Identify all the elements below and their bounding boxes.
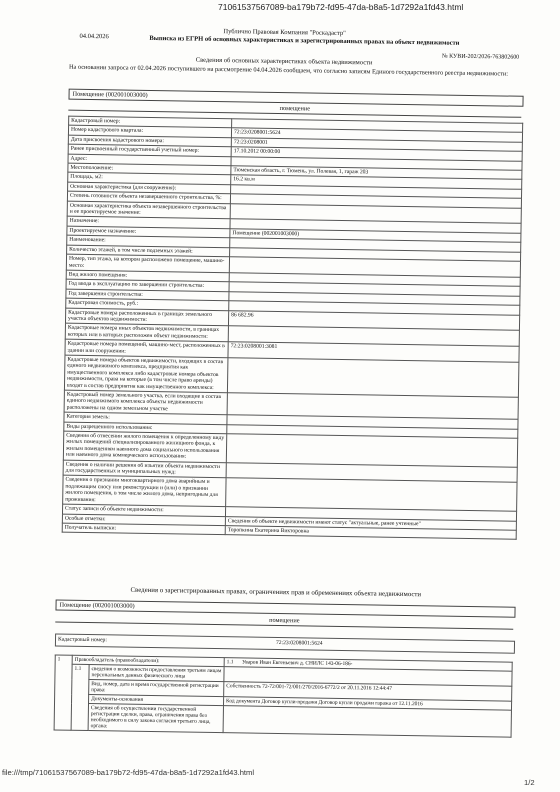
holder-name: Уваров Иван Евгеньевич д. СНИЛС 143-06-186- (241, 659, 353, 668)
characteristic-key: Кадастровые номера расположенных в границах земельного участка объектов недвижимости: (65, 308, 228, 326)
characteristic-value: 16.2 кв.м (231, 175, 522, 189)
characteristic-key: Виды разрешенного использования: (64, 422, 227, 434)
characteristic-key: Кадастровый номер земельного участка, если входящие в состав единого недвижимого комплекса объекты недвижимости расположены на одном земельном участке (64, 390, 227, 415)
characteristic-key: Вид жилого помещения: (66, 270, 229, 282)
holder-sub-number: 1.1 (226, 659, 234, 666)
issuer-name: Публично Правовая Компания "Роскадастр" (223, 28, 346, 38)
characteristic-key: Категория земель: (64, 412, 227, 424)
scanned-extract (38, 16, 519, 758)
rights-object-type: помещение (55, 614, 513, 630)
characteristic-key: Номер кадастрового квартала: (68, 126, 231, 138)
characteristic-value: 72:23:0208001:5624 (231, 128, 522, 142)
characteristic-key: Основная характеристика объекта незавершенного строительства и ее проектируемое значение: (67, 201, 230, 219)
characteristic-key: Статус записи об объекте недвижимости: (62, 504, 225, 516)
characteristic-value (226, 434, 517, 467)
rights-detail-key: Вид, номер, дата и время государственной регистрации права: (89, 680, 224, 697)
rights-detail-value (223, 706, 511, 738)
object-type-label: помещение (68, 102, 521, 118)
characteristic-value: 17.10.2012 00:00:00 (231, 147, 522, 161)
characteristic-value: Помещение (002001003000) (230, 229, 521, 243)
characteristic-key: Назначение: (67, 217, 230, 229)
rights-detail-row (54, 703, 511, 737)
holder-key: Правообладатель (правообладатели): (72, 655, 224, 666)
characteristic-key: Год ввода в эксплуатацию по завершении строительства: (66, 279, 229, 291)
characteristic-key: Дата присвоения кадастрового номера: (68, 135, 231, 147)
rights-row-number: 1 (54, 655, 72, 730)
characteristic-value: 86 682.96 (228, 310, 519, 330)
characteristic-key: Получатель выписки: (62, 523, 225, 535)
footer-file-path: file:///tmp/71061537567089-ba179b72-fd95-47da-b8a5-1d7292a1fd43.html (2, 768, 255, 777)
extract-number: № КУВИ-202/2026-763802600 (441, 53, 520, 61)
characteristic-key: Сведения о признании многоквартирного дома аварийным и подлежащим сносу или реконструкции и (или) о признании жилого помещения, в том числе жилого дома, непригодным для проживания: (63, 476, 226, 507)
characteristics-table (62, 116, 523, 540)
footer-page-number: 1/2 (524, 778, 535, 787)
characteristic-key: Адрес: (68, 154, 231, 166)
object-kind-box: Помещение (002001003000) (68, 89, 523, 107)
rights-detail-value: Собственность 72-72/001-72/001/270/2016-6772/2 от 20.11.2016 12:44:47 (224, 682, 512, 702)
extract-date: 04.04.2026 (79, 32, 109, 41)
characteristic-value: Тюменская область, г. Тюмень, ул. Полевая, 1, гараж 203 (231, 166, 522, 180)
characteristic-key: Наименование: (67, 235, 230, 247)
characteristic-value: Сведения об объекте недвижимости имеют статус "актуальные, ранее учтенные" (225, 516, 516, 530)
characteristic-key: Кадастровая стоимость, руб.: (66, 298, 229, 310)
characteristic-key: Особые отметки: (62, 514, 225, 526)
characteristic-key: Количество этажей, в том числе подземных этажей: (67, 245, 230, 257)
extract-title: Выписка из ЕГРН об основных характеристиках и зарегистрированных правах на объект недвижимости (149, 34, 460, 47)
characteristic-key: Кадастровый номер: (69, 116, 232, 128)
info-title: Сведения об основных характеристиках объекта недвижимости (195, 56, 373, 67)
rights-section-title: Сведения о зарегистрированных правах, ограничениях прав и обременениях объекта недвижимости (130, 586, 422, 599)
characteristic-key: Кадастровые номера иных объектов недвижимости, в границах которых или в которых расположен объект недвижимости: (65, 323, 228, 341)
header-url: 71061537567089-ba179b72-fd95-47da-b8a5-1d7292a1fd43.html (218, 2, 464, 12)
characteristic-key: Основная характеристика (для сооружения): (68, 182, 231, 194)
characteristic-key: Номер, тип этажа, на котором расположено помещение, машино-место: (66, 254, 229, 272)
rights-cadastral-key: Кадастровый номер: (57, 636, 107, 644)
characteristic-key: Сведения об отнесении жилого помещения к определенному виду жилых помещений специализированного жилищного фонда, к жилым помещениям наемного дома социального использования или наемного дома коммерческого использования: (63, 431, 226, 462)
characteristic-key: Проектируемое назначение: (67, 226, 230, 238)
rights-cadastral-value: 72:23:0208001:5624 (275, 639, 323, 647)
characteristic-key: Сведения о наличии решения об изъятии объекта недвижимости для государственных и муниципальных нужд: (63, 460, 226, 478)
rights-sub-number: 1.1 (71, 664, 89, 730)
rights-object-box: Помещение (002001003000) (55, 600, 515, 618)
rights-detail-value: Код документа Договор купли-продажи Договор купли продажи гаража от 12.11.2016 (223, 697, 511, 711)
rights-table (54, 655, 513, 738)
characteristic-key: Площадь, м2: (68, 173, 231, 185)
characteristic-key: Ранее присвоенный государственный учетный номер: (68, 144, 231, 156)
intro-text: На основании запроса от 02.04.2026 поступившего на рассмотрение 04.04.2026 сообщаем, что согласно записям Единого государственного реестра недвижимости: (68, 63, 509, 78)
characteristic-value (226, 478, 517, 511)
characteristic-value: 72:23:0208001 (231, 138, 522, 152)
characteristic-key: Кадастровые номера помещений, машино-мест, расположенных в здании или сооружении: (65, 339, 228, 357)
characteristic-value: 72:23:0208001:3081 (228, 342, 519, 362)
rights-cadastral-row (55, 634, 515, 654)
characteristic-key: Кадастровые номера объектов недвижимости, входящих в состав единого недвижимого комплекса, предприятия как имущественного комплекса либо кадастровые номера объектов недвижимости, права на которые (в том числе право аренды) входят в состав предприятия как имущественного комплекса: (64, 355, 228, 393)
rights-detail-key: Сведения об осуществлении государственной регистрации сделки, права, ограничения права без необходимого в силу закона согласия третьего лица, органа: (88, 704, 223, 733)
rights-detail-key: сведения о возможности предоставления третьим лицам персональных данных физического лица (89, 665, 224, 682)
characteristic-key: Степень готовности объекта незавершенного строительства, %: (67, 191, 230, 203)
characteristic-key: Год завершения строительства: (66, 289, 229, 301)
rights-detail-key: Документы-основания (89, 695, 224, 706)
characteristic-key: Местоположение: (68, 163, 231, 175)
characteristic-value (227, 358, 519, 398)
characteristic-value: Торопкина Екатерина Викторовна (225, 526, 516, 540)
